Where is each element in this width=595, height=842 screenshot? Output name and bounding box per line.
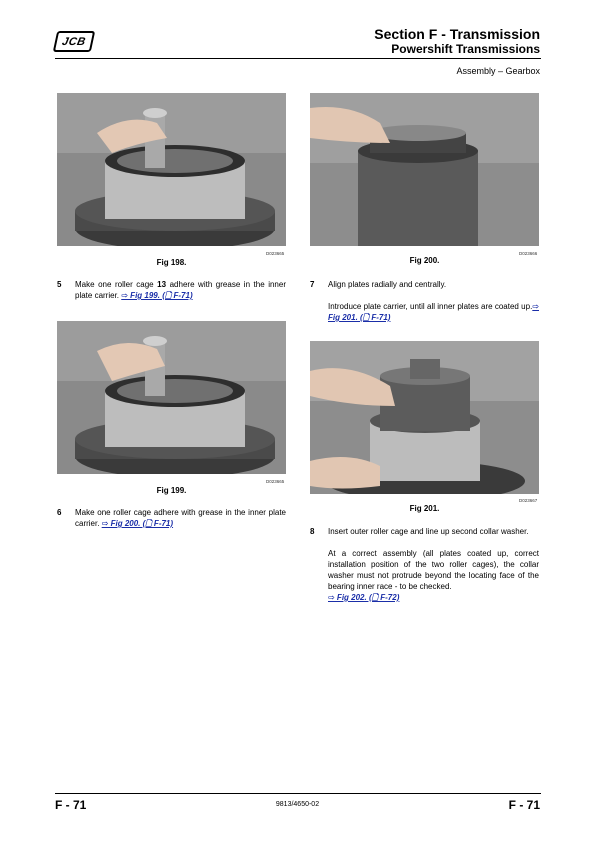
figure-201-photo <box>310 341 539 494</box>
figure-198-photo <box>57 93 286 246</box>
fig-201-link[interactable]: ⇨ Fig 201. (🗋 F-71) <box>328 302 539 322</box>
step-number: 5 <box>57 280 62 289</box>
page-number-left: F - 71 <box>55 798 87 812</box>
subsection-title: Powershift Transmissions <box>391 42 540 56</box>
step-number: 7 <box>310 280 315 289</box>
header-rule <box>55 58 541 59</box>
figure-200-code: D023666 <box>519 251 538 256</box>
figure-200-caption: Fig 200. <box>409 256 440 265</box>
step-text: Make one roller cage adhere with grease in the inner plate carrier. ⇨ Fig 200. (🗋 F-71) <box>75 508 286 528</box>
step-text: Align plates radially and centrally. Introduce plate carrier, until all inner plates are coated up.⇨ Fig 201. (🗋 F-71) <box>328 280 539 322</box>
figure-199-code: D023665 <box>266 479 285 484</box>
figure-198-code: D023665 <box>266 251 285 256</box>
jcb-logo <box>53 31 95 52</box>
step-5 <box>57 279 286 303</box>
fig-199-link[interactable]: ⇨ Fig 199. (🗋 F-71) <box>121 291 193 300</box>
step-number: 8 <box>310 527 315 536</box>
footer-rule <box>55 793 541 794</box>
figure-198-caption: Fig 198. <box>156 258 187 267</box>
step-text: Insert outer roller cage and line up second collar washer. At a correct assembly (all plates coated up, correct installation position of the two roller cages), the collar washer must not protrude beyond the locating face of the bearing inner race - to be checked. ⇨ Fig 202. (🗋 F-72) <box>328 527 539 602</box>
step-8 <box>310 526 539 616</box>
figure-201-code: D023667 <box>519 498 538 503</box>
figure-199-photo <box>57 321 286 474</box>
logo-text: JCB <box>60 35 88 48</box>
step-7 <box>310 279 539 325</box>
figure-200-photo <box>310 93 539 246</box>
step-number: 6 <box>57 508 62 517</box>
fig-202-link[interactable]: ⇨ Fig 202. (🗋 F-72) <box>328 593 400 602</box>
step-text: Make one roller cage 13 adhere with grease in the inner plate carrier. ⇨ Fig 199. (🗋 F-71) <box>75 280 286 300</box>
fig-200-link[interactable]: ⇨ Fig 200. (🗋 F-71) <box>101 519 174 528</box>
page-number-right: F - 71 <box>508 798 540 812</box>
topic-title: Assembly – Gearbox <box>456 66 540 76</box>
figure-201-caption: Fig 201. <box>409 504 440 513</box>
figure-199-caption: Fig 199. <box>156 486 187 495</box>
section-title: Section F - Transmission <box>374 26 540 42</box>
document-number: 9813/4650-02 <box>275 801 320 808</box>
step-6 <box>57 507 286 531</box>
